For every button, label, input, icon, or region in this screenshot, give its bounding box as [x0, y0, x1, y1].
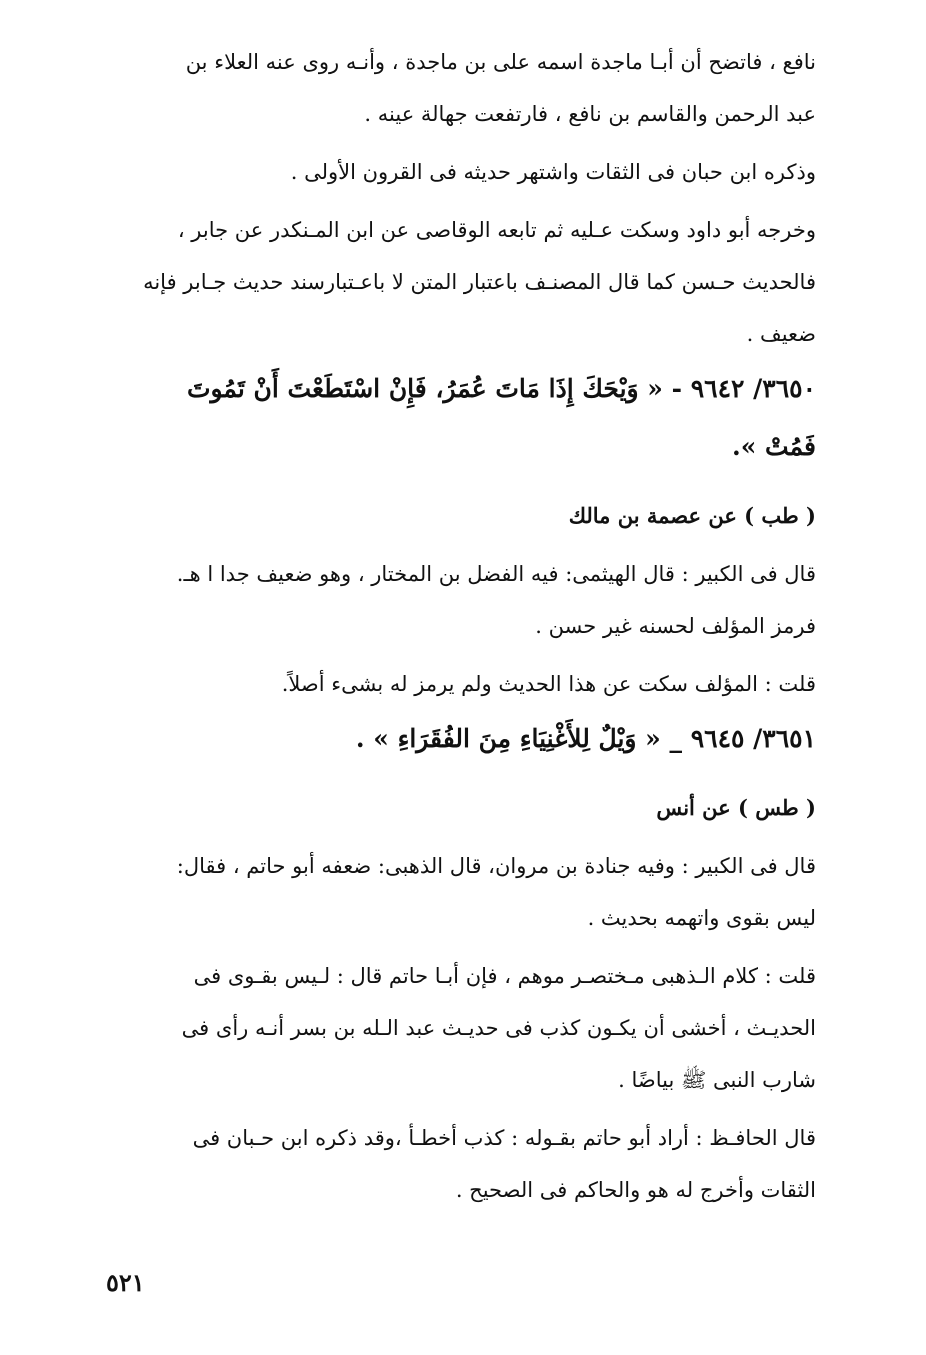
hadith-3650 — [104, 360, 816, 476]
paragraph-abu-majida — [104, 36, 816, 140]
text-line: الحديـث ، أخشى أن يكـون كذب فى حديـث عبد الـله بن بسر أنـه رأى فى — [181, 1016, 816, 1040]
text-line: شارب النبى ﷺ بياضًا . — [618, 1068, 816, 1092]
text-line: الثقات وأخرج له هو والحاكم فى الصحيح . — [455, 1178, 816, 1202]
text-line: ضعيف . — [746, 322, 816, 346]
paragraph-abu-hatim — [104, 950, 816, 1106]
text-line: قلت : كلام الـذهبى مـختصـر موهم ، فإن أبـا حاتم قال : لـيس بقـوى فى — [193, 964, 816, 988]
text-line: فالحديث حـسن كما قال المصنـف باعتبار المتن لا باعـتبارسند حديث جـابر فإنه — [143, 270, 816, 294]
paragraph-dhahabi — [104, 840, 816, 944]
page-number: ٥٢١ — [106, 1268, 145, 1297]
text-line: فرمز المؤلف لحسنه غير حسن . — [535, 614, 816, 638]
text-line: ( طس ) عن أنس — [656, 795, 816, 820]
paragraph-abu-dawud — [104, 204, 816, 360]
text-line: وخرجه أبو داود وسكت عـليه ثم تابعه الوقاصى عن ابن المـنكدر عن جابر ، — [177, 218, 816, 242]
text-line: قال فى الكبير : قال الهيثمى: فيه الفضل بن المختار ، وهو ضعيف جدا ا هـ. — [176, 562, 816, 586]
hadith-text-line: فَمُتْ ». — [732, 432, 816, 461]
text-line: عبد الرحمن والقاسم بن نافع ، فارتفعت جهالة عينه . — [364, 102, 816, 126]
source-reference — [104, 782, 816, 834]
paragraph-haythami — [104, 548, 816, 652]
text-line: ( طب ) عن عصمة بن مالك — [568, 503, 816, 528]
text-line: قلت : المؤلف سكت عن هذا الحديث ولم يرمز له بشىء أصلاً. — [281, 672, 816, 696]
paragraph-ibn-hibban — [104, 146, 816, 198]
text-line: وذكره ابن حبان فى الثقات واشتهر حديثه فى القرون الأولى . — [290, 160, 816, 184]
hadith-3651 — [104, 710, 816, 768]
text-line: قال الحافـظ : أراد أبو حاتم بقـوله : كذب أخطـأ ،وقد ذكره ابن حـبان فى — [192, 1126, 816, 1150]
hadith-text-line: ٣٦٥١/ ٩٦٤٥ _ « وَيْلٌ لِلأَغْنِيَاءِ مِنَ الفُقَرَاءِ » . — [355, 724, 816, 753]
text-line: ليس بقوى واتهمه بحديث . — [587, 906, 816, 930]
text-line: نافع ، فاتضح أن أبـا ماجدة اسمه على بن ماجدة ، وأنـه روى عنه العلاء بن — [185, 50, 816, 74]
paragraph-author-note — [104, 658, 816, 710]
hadith-text-line: ٣٦٥٠/ ٩٦٤٢ - « وَيْحَكَ إِذَا مَاتَ عُمَرُ، فَإِنْ اسْتَطَعْتَ أَنْ تَمُوتَ — [186, 374, 816, 403]
document-page — [104, 36, 816, 1326]
text-line: قال فى الكبير : وفيه جنادة بن مروان، قال الذهبى: ضعفه أبو حاتم ، فقال: — [176, 854, 816, 878]
source-reference — [104, 490, 816, 542]
paragraph-hafiz — [104, 1112, 816, 1216]
